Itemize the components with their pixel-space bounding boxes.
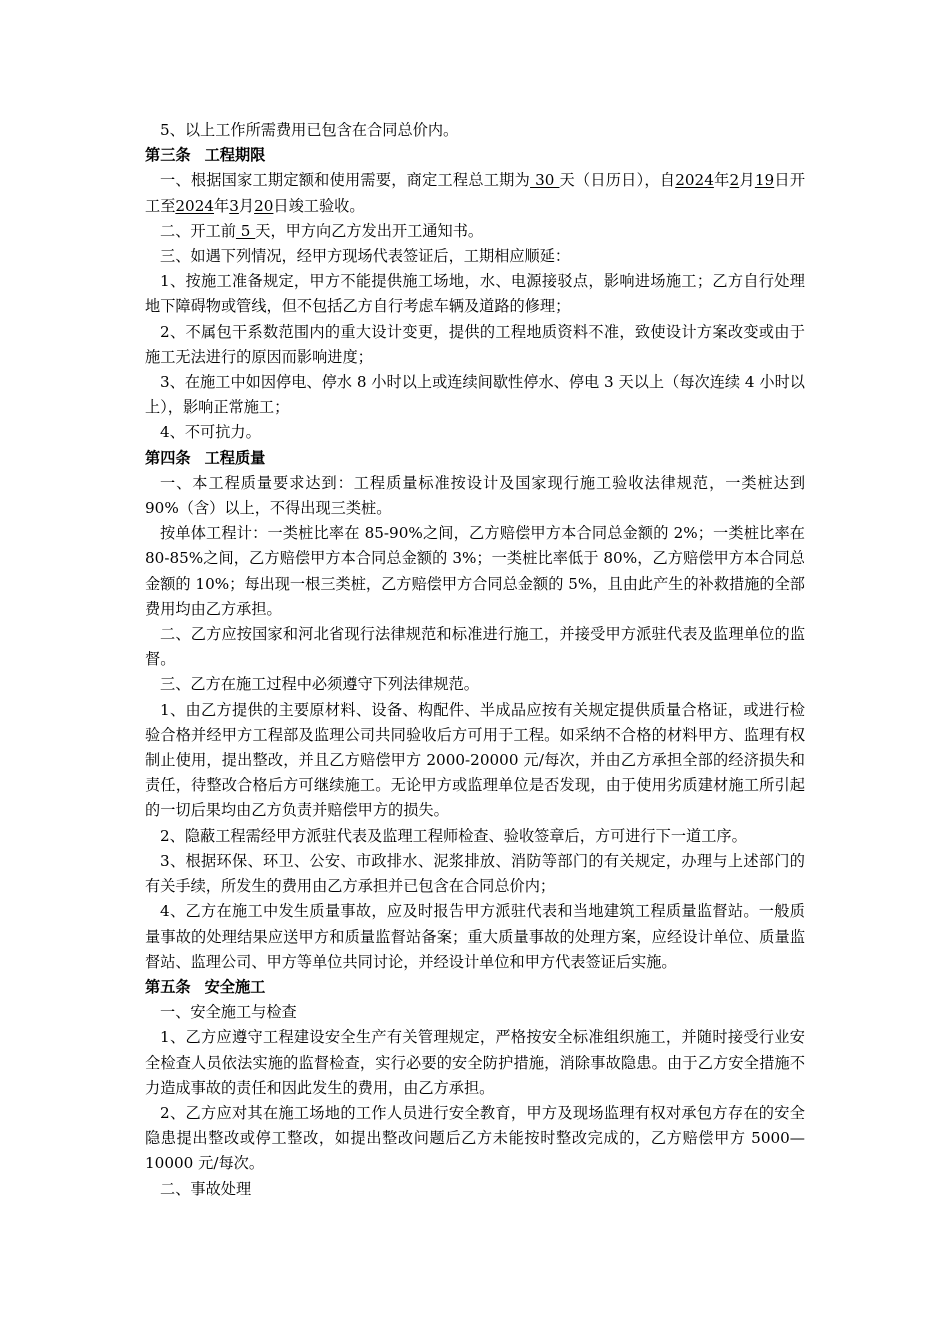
article-4-clause-2: 二、乙方应按国家和河北省现行法律规范和标准进行施工，并接受甲方派驻代表及监理单位的监督。 bbox=[145, 625, 805, 669]
article-5-title: 安全施工 bbox=[204, 977, 266, 996]
article-4-number: 第四条 bbox=[145, 448, 191, 467]
total-days-value: 30 bbox=[530, 171, 560, 190]
article-5-clause-1: 一、安全施工与检查 bbox=[160, 1003, 297, 1022]
article-4-item-4: 4、乙方在施工中发生质量事故，应及时报告甲方派驻代表和当地建筑工程质量监督站。一般质量事故的处理结果应送甲方和质量监督站备案；重大质量事故的处理方案，应经设计单位、质量监督站、监理公司、甲方等单位共同讨论，并经设计单位和甲方代表签证后实施。 bbox=[145, 902, 805, 971]
article-3-clause-3: 三、如遇下列情况，经甲方现场代表签证后，工期相应顺延： bbox=[160, 247, 571, 266]
article-3-heading bbox=[145, 143, 805, 168]
article-5-item-2: 2、乙方应对其在施工场地的工作人员进行安全教育，甲方及现场监理有权对承包方存在的安全隐患提出整改或停工整改，如提出整改问题后乙方未能按时整改完成的，乙方赔偿甲方 5000—10000 元/每次。 bbox=[145, 1103, 805, 1173]
start-year: 2024 bbox=[675, 171, 714, 190]
paragraph-cost-included: 5、以上工作所需费用已包含在合同总价内。 bbox=[160, 121, 459, 139]
article-4-item-1: 1、由乙方提供的主要原材料、设备、构配件、半成品应按有关规定提供质量合格证，或进行检验合格并经甲方工程部及监理公司共同验收后方可用于工程。如采纳不合格的材料甲方、监理有权制止使用，提出整改，并且乙方赔偿甲方 2000-20000 元/每次，并由乙方承担全部的经济损失和责任，待整改合格后方可继续施工。无论甲方或监理单位是否发现，由于使用劣质建材施工所引起的一切后果均由乙方负责并赔偿甲方的损失。 bbox=[145, 700, 805, 820]
article-4-item-2: 2、隐蔽工程需经甲方派驻代表及监理工程师检查、验收签章后，方可进行下一道工序。 bbox=[160, 826, 747, 845]
article-4-clause-1: 一、本工程质量要求达到：工程质量标准按设计及国家现行施工验收法律规范，一类桩达到 90%（含）以上，不得出现三类桩。 bbox=[145, 473, 805, 518]
article-4-title: 工程质量 bbox=[204, 448, 266, 467]
article-3-number: 第三条 bbox=[145, 146, 191, 165]
article-5-item-1: 1、乙方应遵守工程建设安全生产有关管理规定，严格按安全标准组织施工，并随时接受行业安全检查人员依法实施的监督检查，实行必要的安全防护措施，消除事故隐患。由于乙方安全措施不力造成事故的责任和因此发生的费用，由乙方承担。 bbox=[145, 1028, 805, 1097]
article-4-clause-1-detail: 按单体工程计：一类桩比率在 85-90%之间，乙方赔偿甲方本合同总金额的 2%；一类桩比率在 80-85%之间，乙方赔偿甲方本合同总金额的 3%；一类桩比率低于 80%，乙方赔偿甲方本合同总金额的 10%；每出现一根三类桩，乙方赔偿甲方合同总金额的 5%，且由此产生的补救措施的全部费用均由乙方承担。 bbox=[145, 524, 805, 618]
article-3-item-1: 1、按施工准备规定，甲方不能提供施工场地，水、电源接驳点，影响进场施工；乙方自行处理地下障碍物或管线，但不包括乙方自行考虑车辆及道路的修理； bbox=[145, 272, 805, 316]
notice-days-value: 5 bbox=[235, 221, 256, 240]
article-5-clause-2: 二、事故处理 bbox=[160, 1179, 252, 1198]
start-day: 19 bbox=[754, 171, 775, 190]
article-4-heading bbox=[145, 446, 805, 471]
article-3-item-4: 4、不可抗力。 bbox=[160, 423, 261, 442]
article-3-clause-1: 一、根据国家工期定额和使用需要，商定工程总工期为 30 天（日历日），自2024年2月19日开工至2024年3月20日竣工验收。 bbox=[145, 171, 806, 215]
start-month: 2 bbox=[729, 171, 740, 190]
end-year: 2024 bbox=[175, 196, 215, 215]
end-month: 3 bbox=[229, 196, 239, 215]
article-4-clause-3: 三、乙方在施工过程中必须遵守下列法律规范。 bbox=[160, 675, 479, 694]
end-day: 20 bbox=[254, 196, 274, 215]
article-3-title: 工程期限 bbox=[204, 146, 266, 165]
article-5-number: 第五条 bbox=[145, 977, 191, 996]
article-3-item-2: 2、不属包干系数范围内的重大设计变更，提供的工程地质资料不准，致使设计方案改变或由于施工无法进行的原因而影响进度； bbox=[145, 322, 805, 366]
article-4-item-3: 3、根据环保、环卫、公安、市政排水、泥浆排放、消防等部门的有关规定，办理与上述部门的有关手续，所发生的费用由乙方承担并已包含在合同总价内； bbox=[145, 851, 805, 896]
article-3-clause-2: 二、开工前 5 天，甲方向乙方发出开工通知书。 bbox=[160, 221, 484, 240]
article-3-item-3: 3、在施工中如因停电、停水 8 小时以上或连续间歇性停水、停电 3 天以上（每次连续 4 小时以上），影响正常施工； bbox=[145, 373, 805, 417]
document-body bbox=[145, 118, 805, 1202]
article-5-heading bbox=[145, 975, 805, 1000]
